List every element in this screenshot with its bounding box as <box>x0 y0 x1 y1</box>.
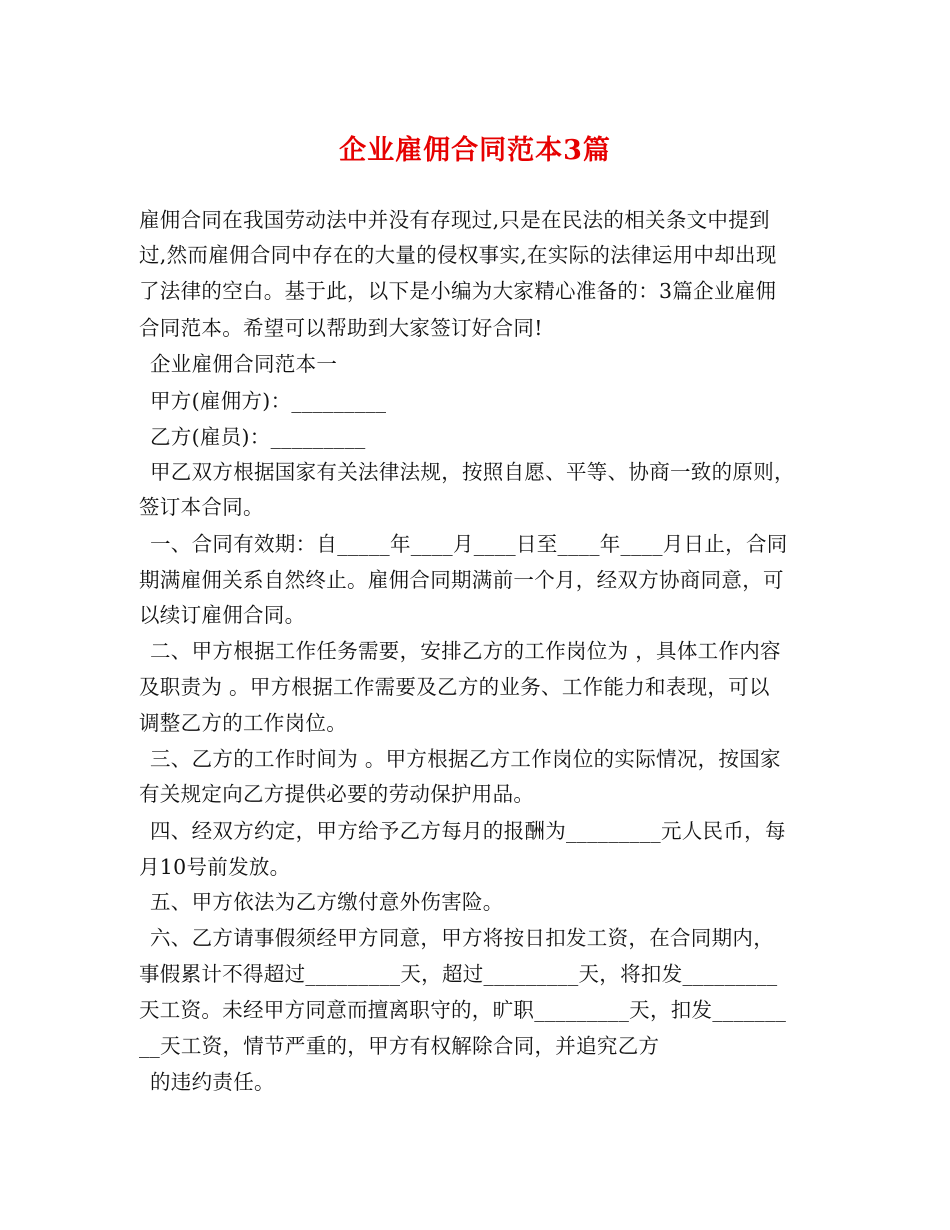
clause-2-line-2: 及职责为 。甲方根据工作需要及乙方的业务、工作能力和表现，可以 <box>139 675 770 699</box>
intro-line-1: 雇佣合同在我国劳动法中并没有存现过,只是在民法的相关条文中提到 <box>139 208 770 232</box>
clause-3-line-1: 三、乙方的工作时间为 。甲方根据乙方工作岗位的实际情况，按国家 <box>150 747 781 771</box>
clause-6-line-3: 天工资。未经甲方同意而擅离职守的，旷职_________天，扣发_______ <box>139 998 787 1022</box>
intro-line-2: 过,然而雇佣合同中存在的大量的侵权事实,在实际的法律运用中却出现 <box>139 243 777 267</box>
clause-6-line-4: __天工资，情节严重的，甲方有权解除合同，并追究乙方 <box>139 1034 660 1058</box>
clause-4-line-1: 四、经双方约定，甲方给予乙方每月的报酬为_________元人民币，每 <box>150 819 786 843</box>
preamble-line-1: 甲乙双方根据国家有关法律法规，按照自愿、平等、协商一致的原则， <box>150 460 795 484</box>
clause-1-line-2: 期满雇佣关系自然终止。雇佣合同期满前一个月，经双方协商同意，可 <box>139 568 784 592</box>
intro-line-3: 了法律的空白。基于此，以下是小编为大家精心准备的：3篇企业雇佣 <box>139 279 777 303</box>
clause-4-line-2: 月10号前发放。 <box>139 855 291 879</box>
section-heading: 企业雇佣合同范本一 <box>150 352 338 376</box>
intro-line-4: 合同范本。希望可以帮助到大家签订好合同! <box>139 316 543 340</box>
clause-3-line-2: 有关规定向乙方提供必要的劳动保护用品。 <box>139 782 535 806</box>
clause-1-line-1: 一、合同有效期：自_____年____月____日至____年____月日止，合同 <box>150 532 788 556</box>
clause-2-line-1: 二、甲方根据工作任务需要，安排乙方的工作岗位为 ，具体工作内容 <box>150 639 781 663</box>
party-a-line: 甲方(雇佣方)：_________ <box>150 389 387 413</box>
preamble-line-2: 签订本合同。 <box>139 495 264 519</box>
document-title: 企业雇佣合同范本3篇 <box>339 135 611 166</box>
clause-6-line-1: 六、乙方请事假须经甲方同意，甲方将按日扣发工资，在合同期内， <box>150 926 774 950</box>
clause-6-line-5: 的违约责任。 <box>150 1070 275 1094</box>
clause-1-line-3: 以续订雇佣合同。 <box>139 603 306 627</box>
clause-5-line-1: 五、甲方依法为乙方缴付意外伤害险。 <box>150 890 504 914</box>
party-b-line: 乙方(雇员)：_________ <box>150 425 366 449</box>
clause-2-line-3: 调整乙方的工作岗位。 <box>139 711 347 735</box>
clause-6-line-2: 事假累计不得超过_________天，超过_________天，将扣发_________ <box>139 962 778 986</box>
